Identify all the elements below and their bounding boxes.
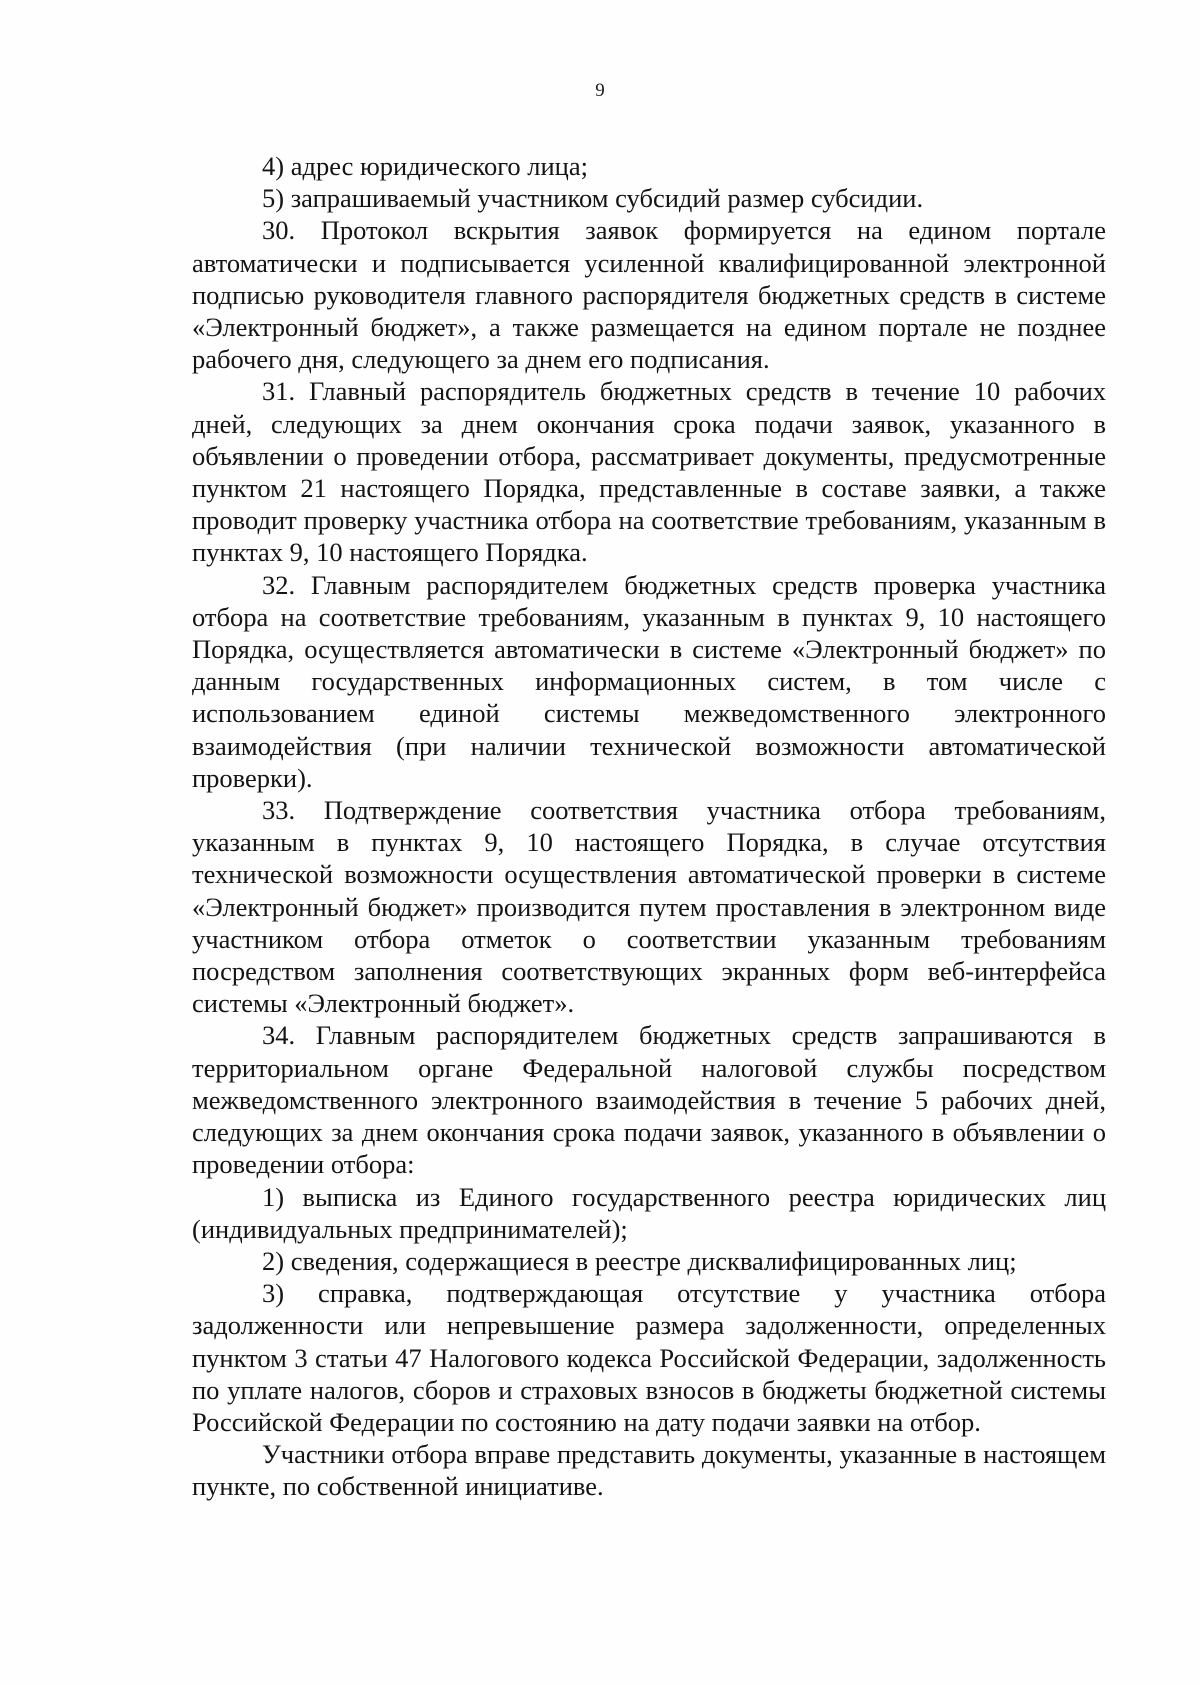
- page-number: 9: [595, 80, 605, 101]
- paragraph-34: 34. Главным распорядителем бюджетных средств запрашиваются в территориальном органе Федеральной налоговой службы посредством межведомственного электронного взаимодействия в течение 5 рабочих дней, следующих за днем окончания срока подачи заявок, указанного в объявлении о проведении отбора:: [192, 1020, 1106, 1180]
- paragraph-32: 32. Главным распорядителем бюджетных средств проверка участника отбора на соответствие требованиям, указанным в пунктах 9, 10 настоящего Порядка, осуществляется автоматически в системе «Электронный бюджет» по данным государственных информационных систем, в том числе с использованием единой системы межведомственного электронного взаимодействия (при наличии технической возможности автоматической проверки).: [192, 569, 1106, 793]
- list-item-disqualified-registry: 2) сведения, содержащиеся в реестре дисквалифицированных лиц;: [262, 1245, 1017, 1276]
- list-item-subsidy-amount: 5) запрашиваемый участником субсидий размер субсидии.: [262, 183, 924, 214]
- paragraph-33: 33. Подтверждение соответствия участника отбора требованиям, указанным в пунктах 9, 10 настоящего Порядка, в случае отсутствия технической возможности осуществления автоматической проверки в системе «Электронный бюджет» производится путем проставления в электронном виде участником отбора отметок о соответствии указанным требованиям посредством заполнения соответствующих экранных форм веб-интерфейса системы «Электронный бюджет».: [192, 795, 1106, 1019]
- paragraph-31: 31. Главный распорядитель бюджетных средств в течение 10 рабочих дней, следующих за днем окончания срока подачи заявок, указанного в объявлении о проведении отбора, рассматривает документы, предусмотренные пунктом 21 настоящего Порядка, представленные в составе заявки, а также проводит проверку участника отбора на соответствие требованиям, указанным в пунктах 9, 10 настоящего Порядка.: [192, 376, 1106, 568]
- paragraph-own-initiative: Участники отбора вправе представить документы, указанные в настоящем пункте, по собственной инициативе.: [192, 1439, 1106, 1502]
- list-item-address: 4) адрес юридического лица;: [262, 151, 588, 181]
- list-item-tax-certificate: 3) справка, подтверждающая отсутствие у участника отбора задолженности или непревышение размера задолженности, определенных пунктом 3 статьи 47 Налогового кодекса Российской Федерации, задолженность по уплате налогов, сборов и страховых взносов в бюджеты бюджетной системы Российской Федерации по состоянию на дату подачи заявки на отбор.: [192, 1278, 1106, 1437]
- list-item-registry-extract: 1) выписка из Единого государственного реестра юридических лиц (индивидуальных предпринимателей);: [192, 1181, 1106, 1244]
- paragraph-30: 30. Протокол вскрытия заявок формируется на едином портале автоматически и подписывается усиленной квалифицированной электронной подписью руководителя главного распорядителя бюджетных средств в системе «Электронный бюджет», а также размещается на едином портале не позднее рабочего дня, следующего за днем его подписания.: [192, 215, 1106, 375]
- document-body: [192, 150, 1106, 1503]
